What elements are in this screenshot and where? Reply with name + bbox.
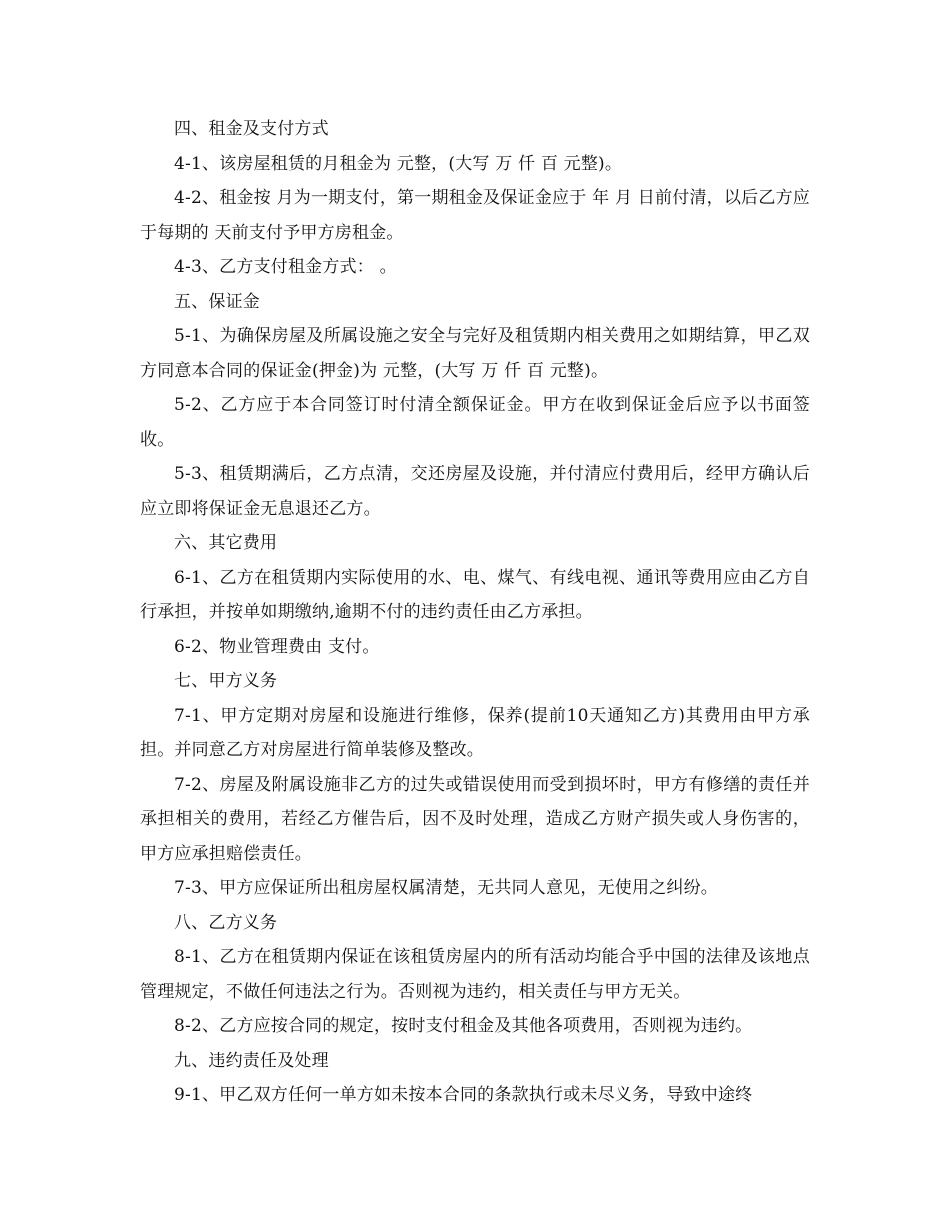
clause-4-2: 4-2、租金按 月为一期支付，第一期租金及保证金应于 年 月 日前付清，以后乙方应于每期的 天前支付予甲方房租金。 bbox=[140, 188, 810, 243]
document-body bbox=[140, 112, 810, 1113]
clause-5-3: 5-3、租赁期满后，乙方点清，交还房屋及设施，并付清应付费用后，经甲方确认后应立即将保证金无息退还乙方。 bbox=[140, 464, 810, 519]
section-heading-party-b-duties: 八、乙方义务 bbox=[174, 912, 278, 933]
clause-4-1: 4-1、该房屋租赁的月租金为 元整，(大写 万 仟 百 元整)。 bbox=[174, 153, 623, 174]
section-heading-party-a-duties: 七、甲方义务 bbox=[174, 671, 278, 691]
section-heading-breach: 九、违约责任及处理 bbox=[174, 1050, 329, 1071]
clause-7-3: 7-3、甲方应保证所出租房屋权属清楚，无共同人意见，无使用之纠纷。 bbox=[174, 878, 718, 898]
clause-8-2: 8-2、乙方应按合同的规定，按时支付租金及其他各项费用，否则视为违约。 bbox=[174, 1016, 753, 1036]
clause-5-1: 5-1、为确保房屋及所属设施之安全与完好及租赁期内相关费用之如期结算，甲乙双方同意本合同的保证金(押金)为 元整，(大写 万 仟 百 元整)。 bbox=[140, 326, 810, 381]
clause-7-1: 7-1、甲方定期对房屋和设施进行维修，保养(提前10天通知乙方)其费用由甲方承担。并同意乙方对房屋进行简单装修及整改。 bbox=[140, 705, 810, 760]
clause-8-1: 8-1、乙方在租赁期内保证在该租赁房屋内的所有活动均能合乎中国的法律及该地点管理规定，不做任何违法之行为。否则视为违约，相关责任与甲方无关。 bbox=[140, 947, 810, 1002]
section-heading-rent: 四、租金及支付方式 bbox=[174, 119, 329, 139]
clause-7-2: 7-2、房屋及附属设施非乙方的过失或错误使用而受到损坏时，甲方有修缮的责任并承担相关的费用，若经乙方催告后，因不及时处理，造成乙方财产损失或人身伤害的，甲方应承担赔偿责任。 bbox=[140, 774, 810, 864]
clause-9-1: 9-1、甲乙双方任何一单方如未按本合同的条款执行或未尽义务，导致中途终 bbox=[174, 1085, 753, 1105]
clause-5-2: 5-2、乙方应于本合同签订时付清全额保证金。甲方在收到保证金后应予以书面签收。 bbox=[140, 395, 810, 450]
clause-4-3: 4-3、乙方支付租金方式： 。 bbox=[174, 257, 397, 277]
clause-6-2: 6-2、物业管理费由 支付。 bbox=[174, 636, 380, 657]
section-heading-other-fees: 六、其它费用 bbox=[174, 533, 278, 553]
clause-6-1: 6-1、乙方在租赁期内实际使用的水、电、煤气、有线电视、通讯等费用应由乙方自行承担，并按单如期缴纳,逾期不付的违约责任由乙方承担。 bbox=[140, 567, 810, 622]
section-heading-deposit: 五、保证金 bbox=[174, 291, 260, 312]
